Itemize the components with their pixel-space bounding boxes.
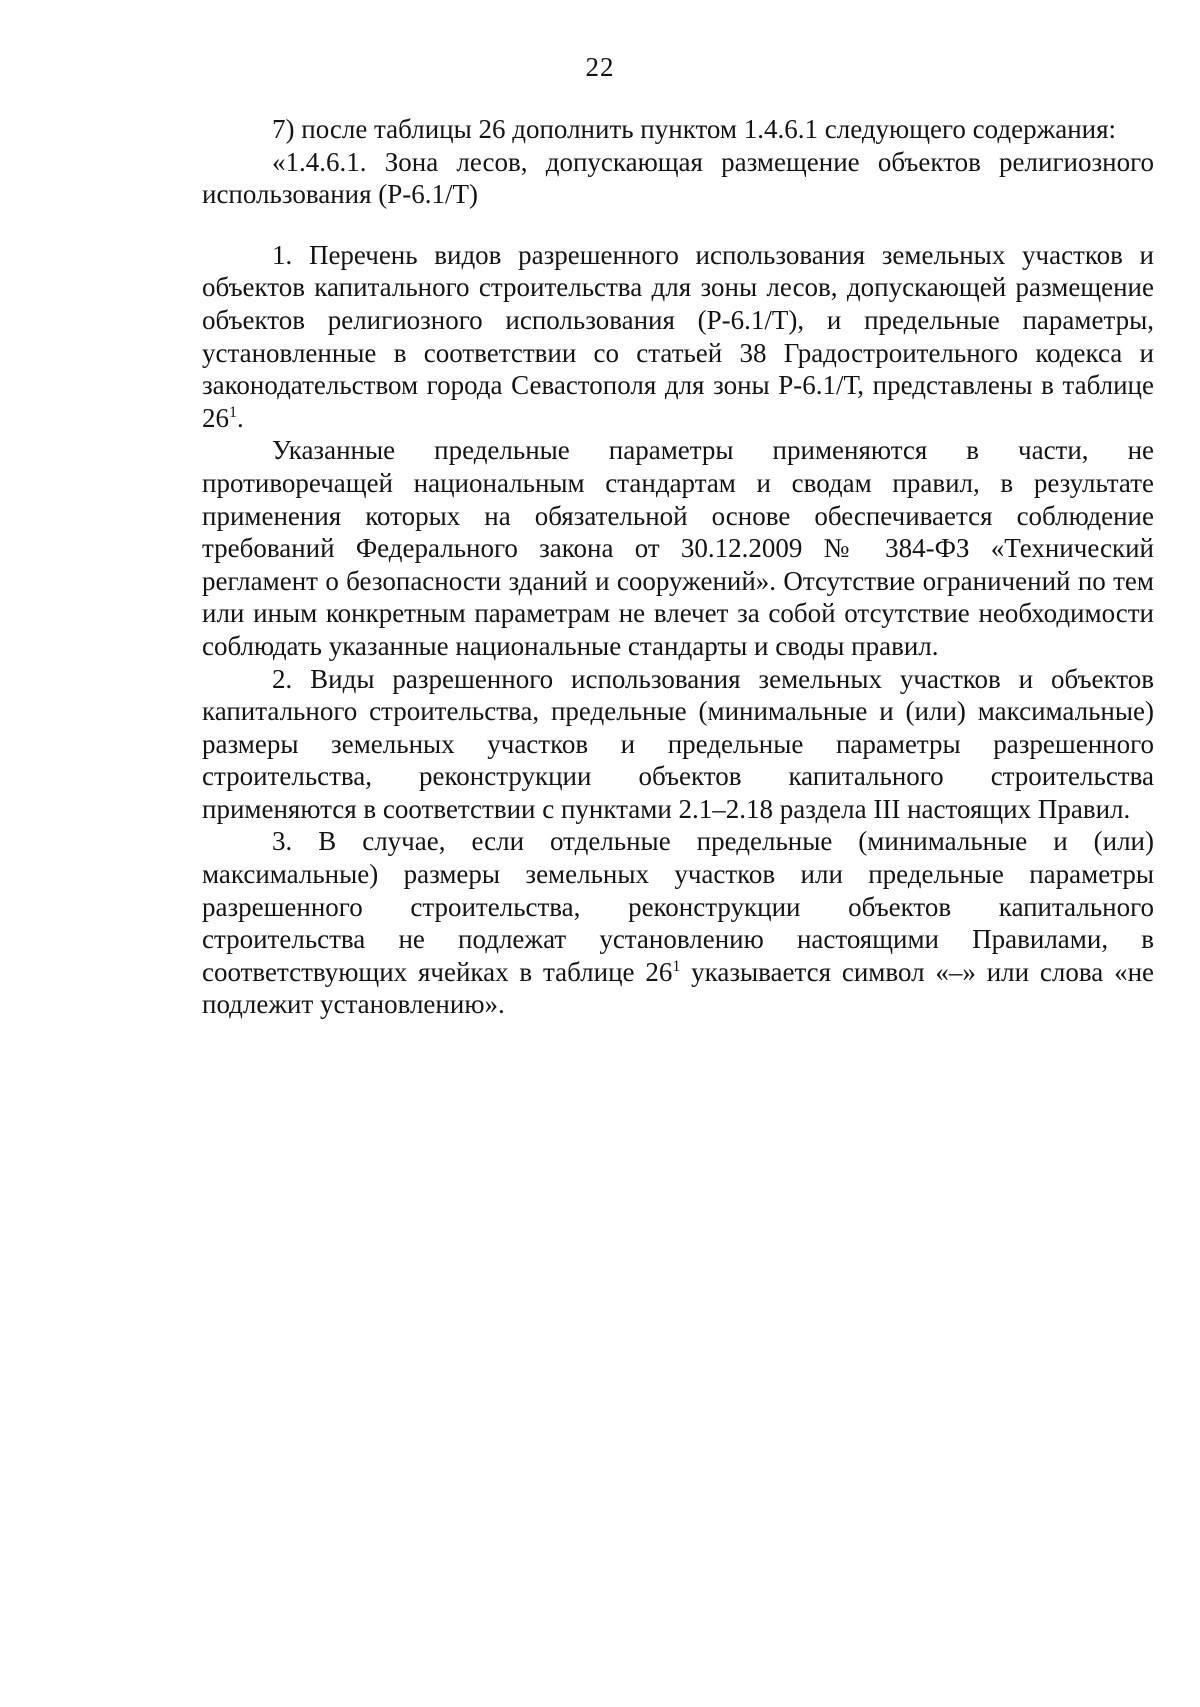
spacer	[202, 211, 1154, 239]
page-number: 22	[585, 52, 615, 82]
paragraph-1	[202, 239, 1154, 435]
document-body	[202, 113, 1154, 1021]
paragraph-2: Указанные предельные параметры применяются в части, не противоречащей национальным стандартам и сводам правил, в результате применения которых на обязательной основе обеспечивается соблюдение требований Федерального закона от 30.12.2009 № 384-ФЗ «Технический регламент о безопасности зданий и сооружений». Отсутствие ограничений по тем или иным конкретным параметрам не влечет за собой отсутствие необходимости соблюдать указанные национальные стандарты и своды правил.	[202, 435, 1154, 661]
paragraph-4-text-b: указывается символ «–» или слова «не подлежит установлению».	[202, 956, 1154, 1020]
paragraph-1-text: 1. Перечень видов разрешенного использования земельных участков и объектов капитального строительства для зоны лесов, допускающей размещение объектов религиозного использования (Р-6.1/Т), и предельные параметры, установленные в соответствии со статьей 38 Градостроительного кодекса и законодательством города Севастополя для зоны Р-6.1/Т, представлены в таблице 26	[202, 239, 1154, 433]
paragraph-4-superscript: 1	[672, 957, 681, 975]
paragraph-4-text-a: 3. В случае, если отдельные предельные (минимальные и (или) максимальные) размеры земельных участков или предельные параметры разрешенного строительства, реконструкции объектов капитального строительства не подлежат установлению настоящими Правилами, в соответствующих ячейках в таблице 26	[202, 826, 1154, 987]
intro-line-1: 7) после таблицы 26 дополнить пунктом 1.4.6.1 следующего содержания:	[272, 114, 1117, 144]
paragraph-3: 2. Виды разрешенного использования земельных участков и объектов капитального строительства, предельные (минимальные и (или) максимальные) размеры земельных участков и предельные параметры разрешенного строительства, реконструкции объектов капитального строительства применяются в соответствии с пунктами 2.1–2.18 раздела III настоящих Правил.	[202, 663, 1154, 824]
paragraph-1-superscript: 1	[229, 403, 237, 421]
intro-heading: «1.4.6.1. Зона лесов, допускающая размещение объектов религиозного использования (Р-6.1/Т)	[202, 146, 1154, 210]
paragraph-4	[202, 825, 1154, 1021]
paragraph-1-end: .	[237, 402, 244, 433]
